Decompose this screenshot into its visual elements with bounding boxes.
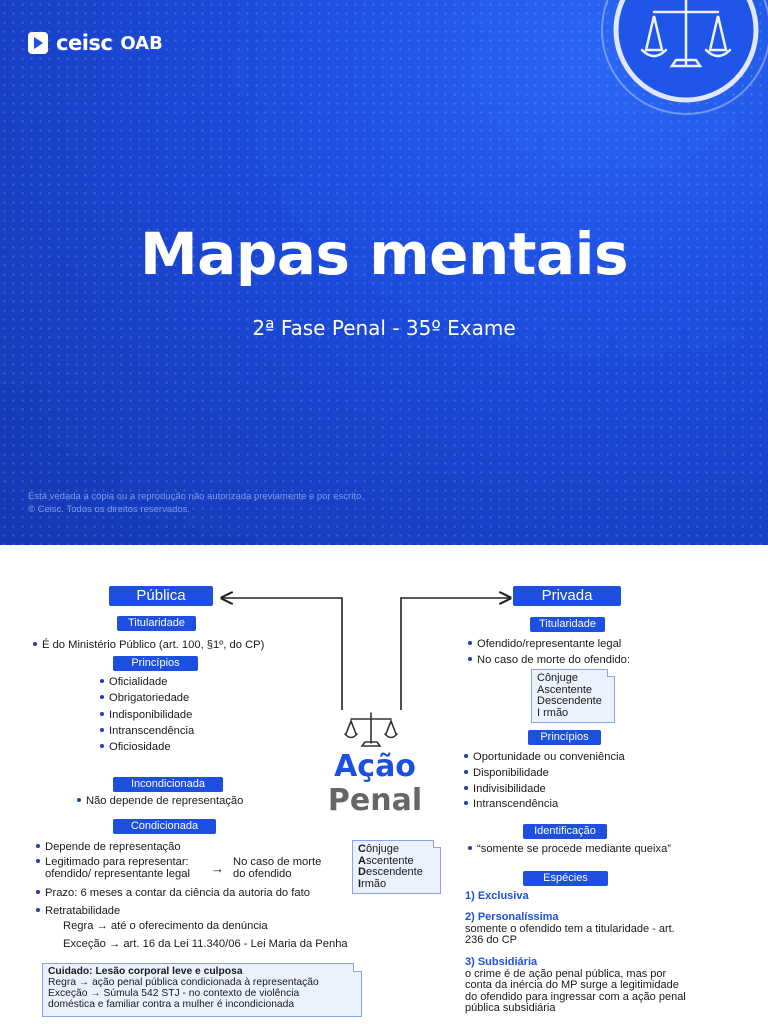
privada-titularidade-item: No caso de morte do ofendido: (468, 653, 630, 667)
privada-header: Privada (513, 586, 621, 606)
privada-principio: Disponibilidade (464, 766, 549, 780)
caution-title: Cuidado: Lesão corporal leve e culposa (48, 966, 243, 977)
publica-principio: Oficialidade (100, 675, 167, 689)
caution-note (42, 963, 362, 1017)
caution-line: doméstica e familiar contra a mulher é incondicionada (48, 999, 295, 1010)
publica-principio: Oficiosidade (100, 740, 171, 754)
arrow-icon: → (211, 861, 224, 876)
brand-logo (28, 31, 163, 55)
cadi-note-right (531, 669, 615, 723)
condicionada-legitimado (36, 856, 190, 880)
cadi-line: Ascentente (358, 854, 414, 867)
incondicionada-item: Não depende de representação (77, 794, 243, 808)
especie-personalissima: 2) Personalíssima somente o ofendido tem a titularidade - art. 236 do CP (465, 911, 675, 946)
cadi-line: Descendente (537, 695, 602, 707)
play-logo-icon (28, 32, 48, 54)
privada-titularidade-label: Titularidade (530, 617, 605, 632)
privada-principio: Oportunidade ou conveniência (464, 750, 625, 764)
identificacao-item: “somente se procede mediante queixa” (468, 842, 671, 856)
publica-principios-label: Princípios (113, 656, 198, 671)
legal-line: © Ceisc. Todos os direitos reservados. (28, 504, 191, 515)
especies-label: Espécies (523, 871, 608, 886)
scale-icon (343, 710, 399, 750)
legitimado-line2: ofendido/ representante legal (45, 868, 190, 880)
condicionada-death (233, 856, 321, 880)
legitimado-line1: Legitimado para representar: (36, 856, 189, 868)
legal-notice (28, 490, 364, 516)
justice-scale-seal-icon (596, 0, 768, 120)
identificacao-label: Identificação (523, 824, 607, 839)
privada-titularidade-item: Ofendido/representante legal (468, 637, 621, 651)
retratabilidade-excecao: Exceção → art. 16 da Lei 11.340/06 - Lei Maria da Penha (63, 938, 348, 950)
center-topic (320, 750, 430, 818)
publica-principio: Obrigatoriedade (100, 691, 189, 705)
caution-line: Exceção → Súmula 542 STJ - no contexto de violência (48, 988, 300, 999)
mind-map (0, 545, 768, 1024)
condicionada-item: Depende de representação (36, 840, 181, 854)
page-subtitle: 2ª Fase Penal - 35º Exame (252, 316, 516, 340)
publica-titularidade-item: É do Ministério Público (art. 100, §1º, do CP) (33, 638, 264, 652)
center-word-penal: Penal (327, 783, 423, 818)
cadi-line: Descendente (358, 866, 423, 878)
death-line1: No caso de morte (233, 856, 322, 868)
especie-exclusiva: 1) Exclusiva (465, 890, 529, 902)
caution-line: Regra → ação penal pública condicionada à representação (48, 977, 319, 988)
center-word-acao: Ação (334, 749, 416, 784)
page-title: Mapas mentais (139, 220, 629, 288)
publica-principio: Indisponibilidade (100, 708, 192, 722)
cadi-line: Irmão (358, 877, 387, 890)
publica-principio: Intranscendência (100, 724, 194, 738)
publica-titularidade-label: Titularidade (117, 616, 196, 631)
incondicionada-label: Incondicionada (113, 777, 223, 792)
cadi-line: I rmão (537, 706, 569, 719)
especie-subsidiaria: 3) Subsidiária o crime é de ação penal pública, mas por conta da inércia do MP surge a legitimidade do ofendido para ingressar com a ação penal pública subsidiária (465, 956, 686, 1014)
cadi-line: Cônjuge (358, 843, 399, 855)
privada-principios-label: Princípios (528, 730, 601, 745)
brand-sub: OAB (120, 32, 163, 54)
cadi-note-left (352, 840, 441, 894)
cadi-line: Cônjuge (537, 672, 578, 684)
death-line2: do ofendido (233, 868, 292, 880)
privada-principio: Intranscendência (464, 797, 558, 811)
condicionada-retratabilidade: Retratabilidade (36, 904, 120, 918)
condicionada-label: Condicionada (113, 819, 216, 834)
retratabilidade-regra: Regra → até o oferecimento da denúncia (63, 920, 268, 932)
publica-header: Pública (109, 586, 213, 606)
legal-line: Está vedada a cópia ou a reprodução não autorizada previamente e por escrito. (28, 491, 364, 502)
privada-principio: Indivisibilidade (464, 782, 546, 796)
brand-name: ceisc (56, 31, 113, 55)
condicionada-prazo: Prazo: 6 meses a contar da ciência da autoria do fato (36, 886, 310, 900)
cadi-line: Ascentente (537, 683, 593, 696)
